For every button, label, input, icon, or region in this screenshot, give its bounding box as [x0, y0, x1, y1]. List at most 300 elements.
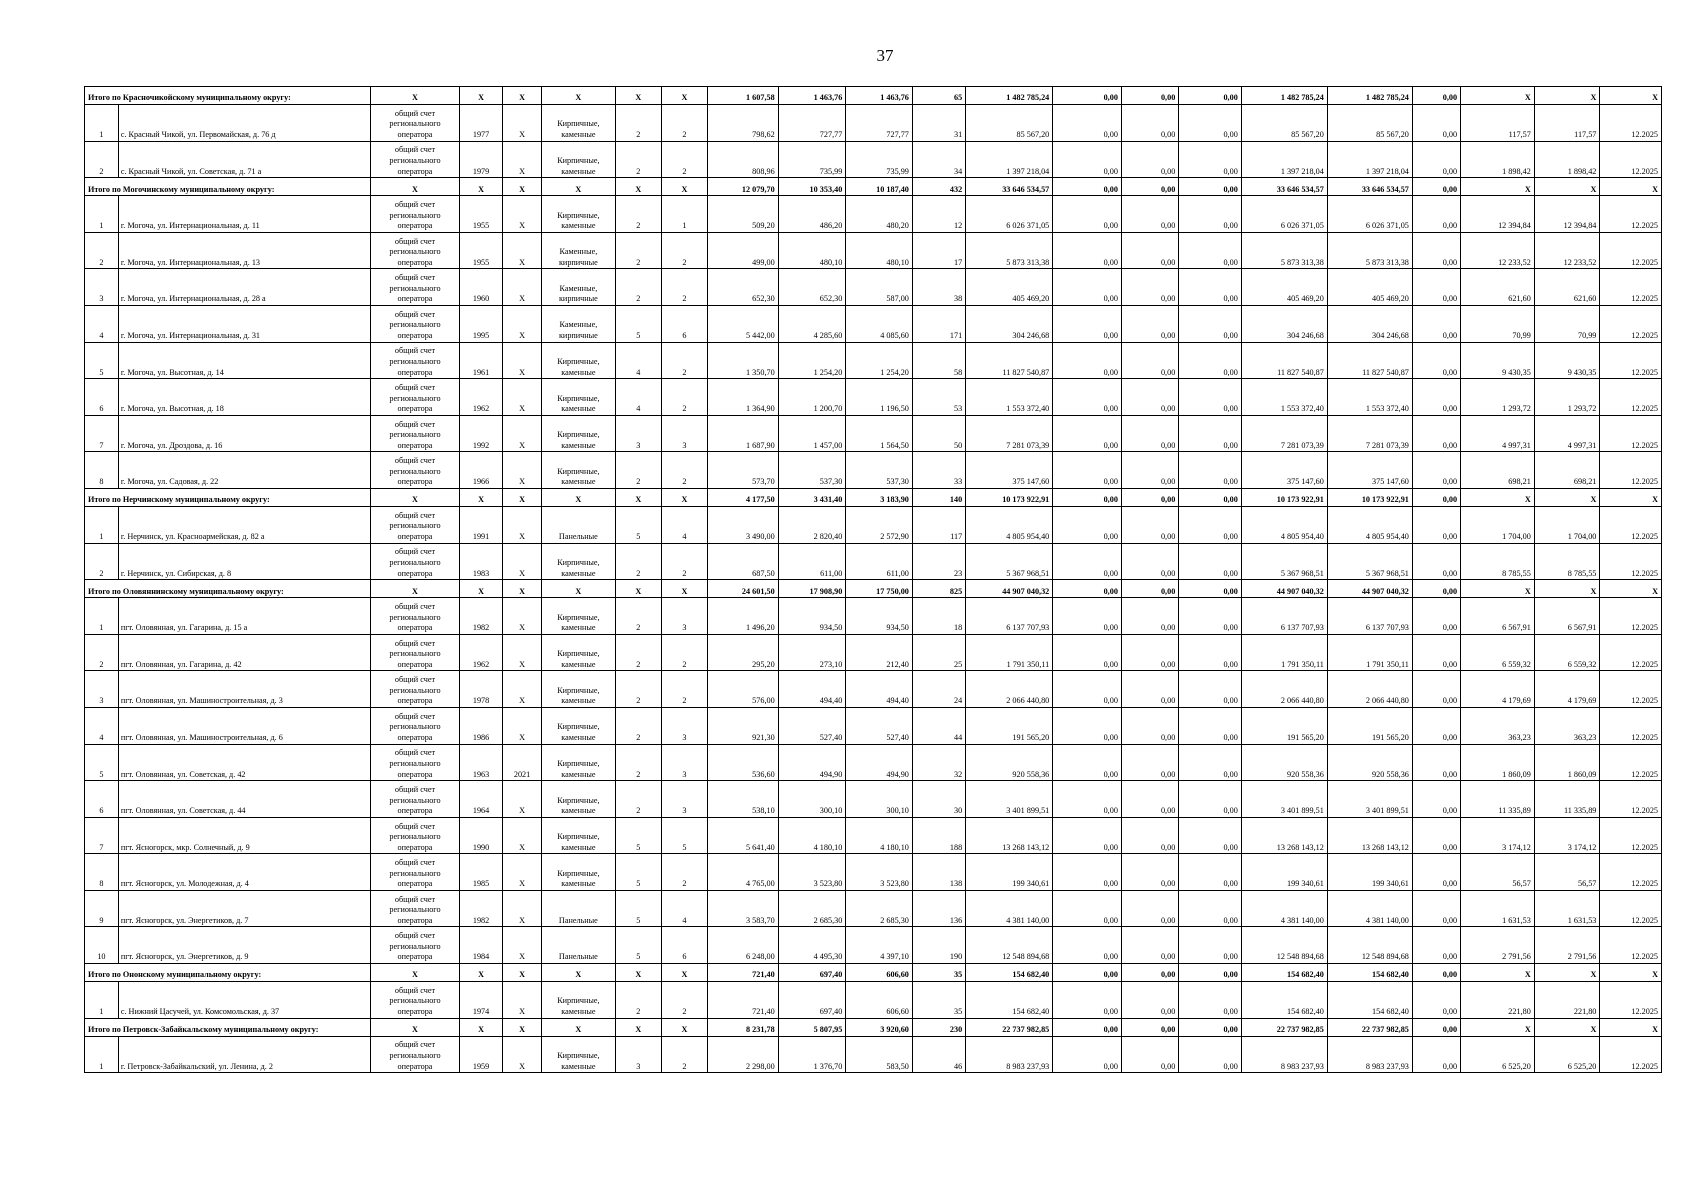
wall-material: Кирпичные, каменные	[542, 141, 616, 178]
unit-cost: 3 174,12	[1461, 817, 1535, 854]
cost-local: 0,00	[1179, 744, 1242, 781]
fund-owner: общий счет регионального оператора	[370, 232, 459, 269]
cost-total: 12 548 894,68	[966, 927, 1053, 964]
year-built: 1961	[460, 342, 503, 379]
cost-regional: 0,00	[1121, 707, 1178, 744]
year-repaired: X	[503, 598, 542, 635]
max-unit-cost: 221,80	[1534, 982, 1600, 1019]
total-residents: 35	[912, 964, 965, 982]
address: г. Могоча, ул. Интернациональная, д. 11	[118, 196, 370, 233]
max-unit-cost: 1 293,72	[1534, 379, 1600, 416]
cost-total: 154 682,40	[966, 982, 1053, 1019]
building-row	[85, 379, 1662, 416]
district-total-row	[85, 580, 1662, 598]
cost-regional: 0,00	[1121, 452, 1178, 489]
cost-local: 0,00	[1179, 141, 1242, 178]
unit-cost: 2 791,56	[1461, 927, 1535, 964]
address: г. Могоча, ул. Высотная, д. 18	[118, 379, 370, 416]
row-number: 1	[85, 598, 119, 635]
entrances: 4	[661, 506, 707, 543]
completion-date: 12.2025	[1600, 598, 1662, 635]
completion-date: 12.2025	[1600, 342, 1662, 379]
fund-owner: общий счет регионального оператора	[370, 854, 459, 891]
residential-area: 4 397,10	[846, 927, 913, 964]
cost-owners-fund: 375 147,60	[1327, 452, 1412, 489]
cost-other: 0,00	[1412, 982, 1460, 1019]
wall-material: Кирпичные, каменные	[542, 342, 616, 379]
residents: 12	[912, 196, 965, 233]
total-total-area: 12 079,70	[707, 178, 778, 196]
building-row	[85, 342, 1662, 379]
building-row	[85, 744, 1662, 781]
cost-federal: 0,00	[1053, 1036, 1122, 1073]
cost-owners: 8 983 237,93	[1241, 1036, 1327, 1073]
total-area: 573,70	[707, 452, 778, 489]
cost-federal: 0,00	[1053, 671, 1122, 708]
wall-material: Кирпичные, каменные	[542, 781, 616, 818]
residential-area: 735,99	[846, 141, 913, 178]
cost-federal: 0,00	[1053, 141, 1122, 178]
total-area: 5 442,00	[707, 305, 778, 342]
cost-regional: 0,00	[1121, 379, 1178, 416]
residential-area: 727,77	[846, 105, 913, 142]
total-cost-owners-fund: 22 737 982,85	[1327, 1018, 1412, 1036]
cost-other: 0,00	[1412, 415, 1460, 452]
unit-cost: 8 785,55	[1461, 543, 1535, 580]
floors: 2	[615, 232, 661, 269]
entrances: 3	[661, 781, 707, 818]
cost-owners-fund: 2 066 440,80	[1327, 671, 1412, 708]
total-cost-federal: 0,00	[1053, 488, 1122, 506]
cost-local: 0,00	[1179, 781, 1242, 818]
total-cost-federal: 0,00	[1053, 87, 1122, 105]
building-row	[85, 506, 1662, 543]
row-number: 9	[85, 890, 119, 927]
completion-date: 12.2025	[1600, 543, 1662, 580]
year-repaired: X	[503, 854, 542, 891]
unit-cost: 698,21	[1461, 452, 1535, 489]
total-cost-total: 44 907 040,32	[966, 580, 1053, 598]
cost-other: 0,00	[1412, 927, 1460, 964]
completion-date: 12.2025	[1600, 744, 1662, 781]
completion-date: 12.2025	[1600, 1036, 1662, 1073]
total-cost-owners: 33 646 534,57	[1241, 178, 1327, 196]
cost-total: 199 340,61	[966, 854, 1053, 891]
year-repaired: X	[503, 817, 542, 854]
entrances: 2	[661, 854, 707, 891]
total-area: 499,00	[707, 232, 778, 269]
year-repaired: X	[503, 781, 542, 818]
entrances: 2	[661, 379, 707, 416]
residents: 17	[912, 232, 965, 269]
cost-local: 0,00	[1179, 982, 1242, 1019]
total-year-repaired: X	[503, 488, 542, 506]
address: пгт. Ясногорск, ул. Молодежная, д. 4	[118, 854, 370, 891]
cost-owners: 1 553 372,40	[1241, 379, 1327, 416]
wall-material: Кирпичные, каменные	[542, 854, 616, 891]
living-area: 2 685,30	[778, 890, 846, 927]
living-area: 934,50	[778, 598, 846, 635]
cost-other: 0,00	[1412, 1036, 1460, 1073]
total-living-area: 3 431,40	[778, 488, 846, 506]
residents: 44	[912, 707, 965, 744]
completion-date: 12.2025	[1600, 232, 1662, 269]
residents: 23	[912, 543, 965, 580]
fund-owner: общий счет регионального оператора	[370, 342, 459, 379]
cost-owners-fund: 191 565,20	[1327, 707, 1412, 744]
wall-material: Кирпичные, каменные	[542, 415, 616, 452]
fund-owner: общий счет регионального оператора	[370, 543, 459, 580]
total-entrances: X	[661, 580, 707, 598]
year-built: 1966	[460, 452, 503, 489]
total-unit-cost: X	[1461, 178, 1535, 196]
cost-owners-fund: 12 548 894,68	[1327, 927, 1412, 964]
cost-owners: 1 397 218,04	[1241, 141, 1327, 178]
cost-owners-fund: 1 553 372,40	[1327, 379, 1412, 416]
total-cost-local: 0,00	[1179, 964, 1242, 982]
residents: 50	[912, 415, 965, 452]
year-repaired: X	[503, 379, 542, 416]
entrances: 2	[661, 269, 707, 306]
cost-federal: 0,00	[1053, 196, 1122, 233]
building-row	[85, 196, 1662, 233]
entrances: 2	[661, 1036, 707, 1073]
living-area: 697,40	[778, 982, 846, 1019]
row-number: 2	[85, 141, 119, 178]
cost-total: 4 805 954,40	[966, 506, 1053, 543]
completion-date: 12.2025	[1600, 105, 1662, 142]
row-number: 4	[85, 707, 119, 744]
unit-cost: 12 394,84	[1461, 196, 1535, 233]
max-unit-cost: 3 174,12	[1534, 817, 1600, 854]
living-area: 494,90	[778, 744, 846, 781]
row-number: 5	[85, 744, 119, 781]
wall-material: Кирпичные, каменные	[542, 598, 616, 635]
total-cost-other: 0,00	[1412, 580, 1460, 598]
wall-material: Кирпичные, каменные	[542, 671, 616, 708]
cost-owners-fund: 8 983 237,93	[1327, 1036, 1412, 1073]
floors: 4	[615, 379, 661, 416]
completion-date: 12.2025	[1600, 707, 1662, 744]
year-repaired: X	[503, 707, 542, 744]
cost-owners-fund: 85 567,20	[1327, 105, 1412, 142]
cost-other: 0,00	[1412, 598, 1460, 635]
building-row	[85, 232, 1662, 269]
cost-regional: 0,00	[1121, 232, 1178, 269]
cost-total: 3 401 899,51	[966, 781, 1053, 818]
cost-owners: 405 469,20	[1241, 269, 1327, 306]
district-total-label: Итого по Оловяннинскому муниципальному округу:	[85, 580, 371, 598]
district-total-label: Итого по Красночикойскому муниципальному округу:	[85, 87, 371, 105]
completion-date: 12.2025	[1600, 379, 1662, 416]
wall-material: Каменные, кирпичные	[542, 305, 616, 342]
cost-local: 0,00	[1179, 598, 1242, 635]
total-entrances: X	[661, 1018, 707, 1036]
cost-local: 0,00	[1179, 342, 1242, 379]
living-area: 1 254,20	[778, 342, 846, 379]
completion-date: 12.2025	[1600, 890, 1662, 927]
cost-local: 0,00	[1179, 927, 1242, 964]
cost-federal: 0,00	[1053, 305, 1122, 342]
unit-cost: 9 430,35	[1461, 342, 1535, 379]
unit-cost: 1 293,72	[1461, 379, 1535, 416]
cost-total: 191 565,20	[966, 707, 1053, 744]
cost-regional: 0,00	[1121, 1036, 1178, 1073]
total-residential-area: 606,60	[846, 964, 913, 982]
entrances: 3	[661, 415, 707, 452]
year-built: 1982	[460, 890, 503, 927]
total-year-repaired: X	[503, 580, 542, 598]
cost-owners-fund: 154 682,40	[1327, 982, 1412, 1019]
residential-area: 480,20	[846, 196, 913, 233]
cost-owners-fund: 4 381 140,00	[1327, 890, 1412, 927]
cost-other: 0,00	[1412, 890, 1460, 927]
row-number: 6	[85, 379, 119, 416]
cost-owners-fund: 13 268 143,12	[1327, 817, 1412, 854]
district-total-row	[85, 178, 1662, 196]
total-max-unit-cost: X	[1534, 488, 1600, 506]
cost-owners: 4 805 954,40	[1241, 506, 1327, 543]
completion-date: 12.2025	[1600, 854, 1662, 891]
total-max-unit-cost: X	[1534, 580, 1600, 598]
cost-local: 0,00	[1179, 707, 1242, 744]
floors: 2	[615, 105, 661, 142]
floors: 2	[615, 634, 661, 671]
entrances: 1	[661, 196, 707, 233]
cost-federal: 0,00	[1053, 854, 1122, 891]
district-total-label: Итого по Могочинскому муниципальному округу:	[85, 178, 371, 196]
fund-owner: общий счет регионального оператора	[370, 781, 459, 818]
total-cost-total: 22 737 982,85	[966, 1018, 1053, 1036]
entrances: 3	[661, 744, 707, 781]
cost-owners: 191 565,20	[1241, 707, 1327, 744]
total-max-unit-cost: X	[1534, 1018, 1600, 1036]
max-unit-cost: 70,99	[1534, 305, 1600, 342]
cost-federal: 0,00	[1053, 744, 1122, 781]
row-number: 1	[85, 506, 119, 543]
row-number: 5	[85, 342, 119, 379]
district-total-row	[85, 87, 1662, 105]
cost-other: 0,00	[1412, 744, 1460, 781]
max-unit-cost: 621,60	[1534, 269, 1600, 306]
cost-total: 1 791 350,11	[966, 634, 1053, 671]
total-completion-date: X	[1600, 87, 1662, 105]
page-number: 37	[876, 46, 894, 65]
living-area: 2 820,40	[778, 506, 846, 543]
cost-owners: 375 147,60	[1241, 452, 1327, 489]
fund-owner: общий счет регионального оператора	[370, 890, 459, 927]
residential-area: 494,90	[846, 744, 913, 781]
total-cost-owners: 154 682,40	[1241, 964, 1327, 982]
floors: 5	[615, 890, 661, 927]
cost-other: 0,00	[1412, 781, 1460, 818]
address: г. Могоча, ул. Садовая, д. 22	[118, 452, 370, 489]
residents: 53	[912, 379, 965, 416]
cost-other: 0,00	[1412, 232, 1460, 269]
cost-owners: 154 682,40	[1241, 982, 1327, 1019]
entrances: 3	[661, 598, 707, 635]
residents: 58	[912, 342, 965, 379]
wall-material: Кирпичные, каменные	[542, 817, 616, 854]
cost-regional: 0,00	[1121, 634, 1178, 671]
total-residents: 140	[912, 488, 965, 506]
cost-federal: 0,00	[1053, 452, 1122, 489]
total-total-area: 4 177,50	[707, 488, 778, 506]
completion-date: 12.2025	[1600, 927, 1662, 964]
cost-federal: 0,00	[1053, 707, 1122, 744]
living-area: 4 495,30	[778, 927, 846, 964]
total-cost-owners-fund: 154 682,40	[1327, 964, 1412, 982]
unit-cost: 6 567,91	[1461, 598, 1535, 635]
year-built: 1979	[460, 141, 503, 178]
entrances: 2	[661, 634, 707, 671]
total-cost-owners-fund: 1 482 785,24	[1327, 87, 1412, 105]
cost-owners: 304 246,68	[1241, 305, 1327, 342]
residents: 46	[912, 1036, 965, 1073]
cost-other: 0,00	[1412, 305, 1460, 342]
building-row	[85, 890, 1662, 927]
max-unit-cost: 4 997,31	[1534, 415, 1600, 452]
residents: 117	[912, 506, 965, 543]
cost-regional: 0,00	[1121, 744, 1178, 781]
cost-local: 0,00	[1179, 269, 1242, 306]
building-row	[85, 598, 1662, 635]
total-area: 808,96	[707, 141, 778, 178]
year-repaired: X	[503, 452, 542, 489]
cost-owners-fund: 199 340,61	[1327, 854, 1412, 891]
total-cost-owners-fund: 10 173 922,91	[1327, 488, 1412, 506]
unit-cost: 12 233,52	[1461, 232, 1535, 269]
cost-federal: 0,00	[1053, 415, 1122, 452]
living-area: 486,20	[778, 196, 846, 233]
unit-cost: 1 631,53	[1461, 890, 1535, 927]
total-area: 295,20	[707, 634, 778, 671]
residents: 38	[912, 269, 965, 306]
residential-area: 4 180,10	[846, 817, 913, 854]
total-wall-material: X	[542, 964, 616, 982]
cost-owners-fund: 6 026 371,05	[1327, 196, 1412, 233]
address: г. Петровск-Забайкальский, ул. Ленина, д. 2	[118, 1036, 370, 1073]
total-cost-federal: 0,00	[1053, 1018, 1122, 1036]
cost-local: 0,00	[1179, 543, 1242, 580]
wall-material: Кирпичные, каменные	[542, 1036, 616, 1073]
wall-material: Кирпичные, каменные	[542, 105, 616, 142]
row-number: 6	[85, 781, 119, 818]
address: г. Нерчинск, ул. Сибирская, д. 8	[118, 543, 370, 580]
total-wall-material: X	[542, 1018, 616, 1036]
cost-total: 1 553 372,40	[966, 379, 1053, 416]
total-area: 2 298,00	[707, 1036, 778, 1073]
max-unit-cost: 6 559,32	[1534, 634, 1600, 671]
building-row	[85, 781, 1662, 818]
wall-material: Кирпичные, каменные	[542, 634, 616, 671]
residential-area: 1 196,50	[846, 379, 913, 416]
residential-area: 587,00	[846, 269, 913, 306]
entrances: 2	[661, 543, 707, 580]
floors: 2	[615, 707, 661, 744]
address: пгт. Оловянная, ул. Советская, д. 42	[118, 744, 370, 781]
max-unit-cost: 4 179,69	[1534, 671, 1600, 708]
address: пгт. Оловянная, ул. Гагарина, д. 42	[118, 634, 370, 671]
entrances: 2	[661, 671, 707, 708]
total-year-built: X	[460, 964, 503, 982]
total-cost-owners: 1 482 785,24	[1241, 87, 1327, 105]
floors: 5	[615, 927, 661, 964]
total-cost-total: 1 482 785,24	[966, 87, 1053, 105]
total-cost-local: 0,00	[1179, 1018, 1242, 1036]
building-row	[85, 817, 1662, 854]
year-repaired: X	[503, 982, 542, 1019]
total-max-unit-cost: X	[1534, 178, 1600, 196]
total-cost-regional: 0,00	[1121, 178, 1178, 196]
cost-total: 6 137 707,93	[966, 598, 1053, 635]
total-cost-federal: 0,00	[1053, 964, 1122, 982]
building-row	[85, 982, 1662, 1019]
max-unit-cost: 6 525,20	[1534, 1036, 1600, 1073]
residents: 24	[912, 671, 965, 708]
cost-total: 5 873 313,38	[966, 232, 1053, 269]
total-cost-total: 10 173 922,91	[966, 488, 1053, 506]
cost-owners: 12 548 894,68	[1241, 927, 1327, 964]
cost-total: 375 147,60	[966, 452, 1053, 489]
cost-regional: 0,00	[1121, 854, 1178, 891]
total-total-area: 721,40	[707, 964, 778, 982]
row-number: 7	[85, 817, 119, 854]
address: пгт. Ясногорск, мкр. Солнечный, д. 9	[118, 817, 370, 854]
total-cost-total: 154 682,40	[966, 964, 1053, 982]
district-total-row	[85, 488, 1662, 506]
entrances: 2	[661, 141, 707, 178]
entrances: 3	[661, 707, 707, 744]
year-repaired: X	[503, 232, 542, 269]
year-built: 1986	[460, 707, 503, 744]
max-unit-cost: 1 860,09	[1534, 744, 1600, 781]
max-unit-cost: 363,23	[1534, 707, 1600, 744]
address: г. Могоча, ул. Дроздова, д. 16	[118, 415, 370, 452]
address: г. Могоча, ул. Интернациональная, д. 28 а	[118, 269, 370, 306]
cost-federal: 0,00	[1053, 598, 1122, 635]
row-number: 1	[85, 1036, 119, 1073]
total-floors: X	[615, 87, 661, 105]
living-area: 4 285,60	[778, 305, 846, 342]
cost-total: 7 281 073,39	[966, 415, 1053, 452]
cost-owners-fund: 6 137 707,93	[1327, 598, 1412, 635]
cost-owners-fund: 7 281 073,39	[1327, 415, 1412, 452]
max-unit-cost: 698,21	[1534, 452, 1600, 489]
total-living-area: 697,40	[778, 964, 846, 982]
unit-cost: 70,99	[1461, 305, 1535, 342]
year-repaired: X	[503, 141, 542, 178]
wall-material: Кирпичные, каменные	[542, 452, 616, 489]
total-cost-owners: 44 907 040,32	[1241, 580, 1327, 598]
living-area: 727,77	[778, 105, 846, 142]
year-built: 1991	[460, 506, 503, 543]
cost-local: 0,00	[1179, 890, 1242, 927]
unit-cost: 221,80	[1461, 982, 1535, 1019]
max-unit-cost: 11 335,89	[1534, 781, 1600, 818]
total-area: 1 350,70	[707, 342, 778, 379]
max-unit-cost: 2 791,56	[1534, 927, 1600, 964]
residents: 34	[912, 141, 965, 178]
total-cost-total: 33 646 534,57	[966, 178, 1053, 196]
total-cost-other: 0,00	[1412, 488, 1460, 506]
address: пгт. Оловянная, ул. Машиностроительная, д. 3	[118, 671, 370, 708]
cost-local: 0,00	[1179, 305, 1242, 342]
year-built: 1962	[460, 379, 503, 416]
total-total-area: 8 231,78	[707, 1018, 778, 1036]
year-repaired: X	[503, 506, 542, 543]
residential-area: 1 564,50	[846, 415, 913, 452]
